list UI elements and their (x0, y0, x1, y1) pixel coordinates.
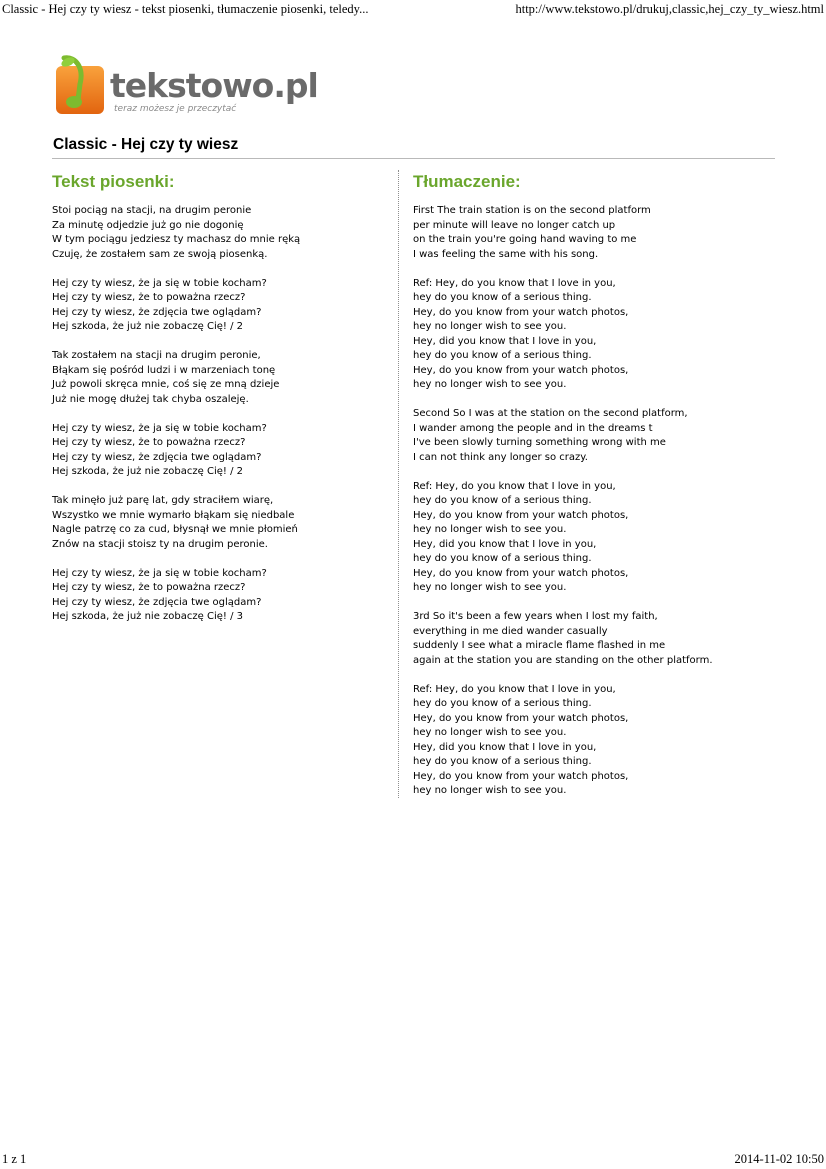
lyric-line: hey do you know of a serious thing. (413, 698, 592, 709)
lyric-line: everything in me died wander casually (413, 625, 608, 637)
lyric-line: Hej czy ty wiesz, że zdjęcia twe oglądam? (52, 596, 262, 608)
lyric-line: Hey, did you know that I love in you, (413, 741, 597, 753)
lyric-line: Już nie mogę dłużej tak chyba oszaleję. (52, 393, 249, 405)
stanza (52, 349, 382, 407)
lyric-line: hey no longer wish to see you. (413, 727, 567, 738)
lyric-line: Hej czy ty wiesz, że to poważna rzecz? (52, 582, 246, 593)
lyric-line: Hey, do you know from your watch photos, (413, 567, 629, 579)
lyric-line: Ref: Hey, do you know that I love in you, (413, 480, 616, 492)
lyric-line: Znów na stacji stoisz ty na drugim peronie. (52, 538, 268, 550)
lyric-line: Już powoli skręca mnie, coś się ze mną dzieje (52, 379, 280, 390)
lyric-line: Tak zostałem na stacji na drugim peronie, (52, 350, 261, 361)
lyric-line: Hej czy ty wiesz, że zdjęcia twe oglądam? (52, 451, 262, 463)
lyric-line: hey no longer wish to see you. (413, 524, 567, 535)
lyric-line: Ref: Hey, do you know that I love in you, (413, 277, 616, 289)
translation-text (413, 204, 773, 799)
print-footer-datetime: 2014-11-02 10:50 (734, 1152, 824, 1166)
lyric-line: I wander among the people and in the dreams t (413, 422, 653, 434)
lyric-line: hey do you know of a serious thing. (413, 292, 592, 303)
lyric-line: Hey, do you know from your watch photos, (413, 770, 629, 782)
lyric-line: First The train station is on the second platform (413, 205, 651, 216)
stanza (413, 480, 773, 596)
lyric-line: Tak minęło już parę lat, gdy straciłem wiarę, (52, 495, 274, 506)
lyric-line: Hey, do you know from your watch photos, (413, 364, 629, 376)
lyric-line: Hey, do you know from your watch photos, (413, 509, 629, 521)
lyric-line: I was feeling the same with his song. (413, 248, 599, 260)
stanza (52, 567, 382, 625)
lyric-line: Za minutę odjedzie już go nie dogonię (52, 219, 244, 231)
lyric-line: Nagle patrzę co za cud, błysnął we mnie płomień (52, 524, 298, 535)
lyric-line: per minute will leave no longer catch up (413, 219, 616, 231)
lyric-line: Hej szkoda, że już nie zobaczę Cię! / 2 (52, 321, 243, 332)
lyric-line: suddenly I see what a miracle flame flashed in me (413, 640, 666, 651)
stanza (52, 277, 382, 335)
lyric-line: Hej czy ty wiesz, że ja się w tobie kocham? (52, 567, 267, 579)
lyrics-column (52, 170, 382, 639)
print-header-url: http://www.tekstowo.pl/drukuj,classic,hej_czy_ty_wiesz.html (515, 2, 824, 16)
lyric-line: Hey, did you know that I love in you, (413, 335, 597, 347)
lyrics-heading: Tekst piosenki: (52, 172, 175, 191)
lyric-line: Hej czy ty wiesz, że ja się w tobie kocham? (52, 277, 267, 289)
lyric-line: hey do you know of a serious thing. (413, 756, 592, 767)
lyric-line: Hej czy ty wiesz, że to poważna rzecz? (52, 437, 246, 448)
lyric-line: Second So I was at the station on the second platform, (413, 408, 688, 419)
music-note-logo-icon (54, 54, 114, 120)
print-footer-page: 1 z 1 (2, 1152, 27, 1166)
lyric-line: Hej szkoda, że już nie zobaczę Cię! / 2 (52, 466, 243, 477)
lyric-line: 3rd So it's been a few years when I lost my faith, (413, 611, 658, 622)
stanza (413, 277, 773, 393)
lyric-line: Hey, did you know that I love in you, (413, 538, 597, 550)
lyric-line: Błąkam się pośród ludzi i w marzeniach tonę (52, 364, 276, 376)
print-header-title: Classic - Hej czy ty wiesz - tekst piosenki, tłumaczenie piosenki, teledy... (2, 2, 369, 16)
translation-heading: Tłumaczenie: (413, 172, 521, 191)
lyric-line: Ref: Hey, do you know that I love in you, (413, 683, 616, 695)
stanza (52, 204, 382, 262)
lyric-line: hey no longer wish to see you. (413, 582, 567, 593)
stanza (413, 610, 773, 668)
lyric-line: Czuję, że zostałem sam ze swoją piosenką. (52, 248, 268, 260)
stanza (413, 204, 773, 262)
site-logo[interactable] (54, 52, 318, 122)
lyric-line: Hej szkoda, że już nie zobaczę Cię! / 3 (52, 611, 243, 622)
logo-wordmark: tekstowo.pl (110, 66, 318, 105)
song-title: Classic - Hej czy ty wiesz (53, 136, 239, 153)
lyric-line: hey no longer wish to see you. (413, 321, 567, 332)
lyric-line: hey do you know of a serious thing. (413, 350, 592, 361)
lyric-line: hey do you know of a serious thing. (413, 553, 592, 564)
lyric-line: Hej czy ty wiesz, że to poważna rzecz? (52, 292, 246, 303)
lyric-line: W tym pociągu jedziesz ty machasz do mnie ręką (52, 234, 301, 245)
lyric-line: Hej czy ty wiesz, że ja się w tobie kocham? (52, 422, 267, 434)
lyric-line: Hey, do you know from your watch photos, (413, 712, 629, 724)
title-divider (52, 158, 775, 159)
lyric-line: I can not think any longer so crazy. (413, 451, 588, 463)
lyric-line: hey do you know of a serious thing. (413, 495, 592, 506)
lyric-line: again at the station you are standing on the other platform. (413, 654, 713, 666)
translation-column (413, 170, 773, 813)
lyric-line: Wszystko we mnie wymarło błąkam się niedbale (52, 509, 295, 521)
stanza (52, 494, 382, 552)
logo-slogan: teraz możesz je przeczytać (114, 104, 237, 114)
lyrics-text (52, 204, 382, 625)
lyric-line: Hej czy ty wiesz, że zdjęcia twe oglądam? (52, 306, 262, 318)
lyric-line: I've been slowly turning something wrong with me (413, 437, 666, 448)
lyric-line: on the train you're going hand waving to me (413, 234, 637, 245)
column-divider (398, 170, 399, 798)
stanza (413, 683, 773, 799)
lyric-line: Stoi pociąg na stacji, na drugim peronie (52, 205, 252, 216)
lyric-line: hey no longer wish to see you. (413, 379, 567, 390)
stanza (52, 422, 382, 480)
lyric-line: Hey, do you know from your watch photos, (413, 306, 629, 318)
stanza (413, 407, 773, 465)
lyric-line: hey no longer wish to see you. (413, 785, 567, 796)
